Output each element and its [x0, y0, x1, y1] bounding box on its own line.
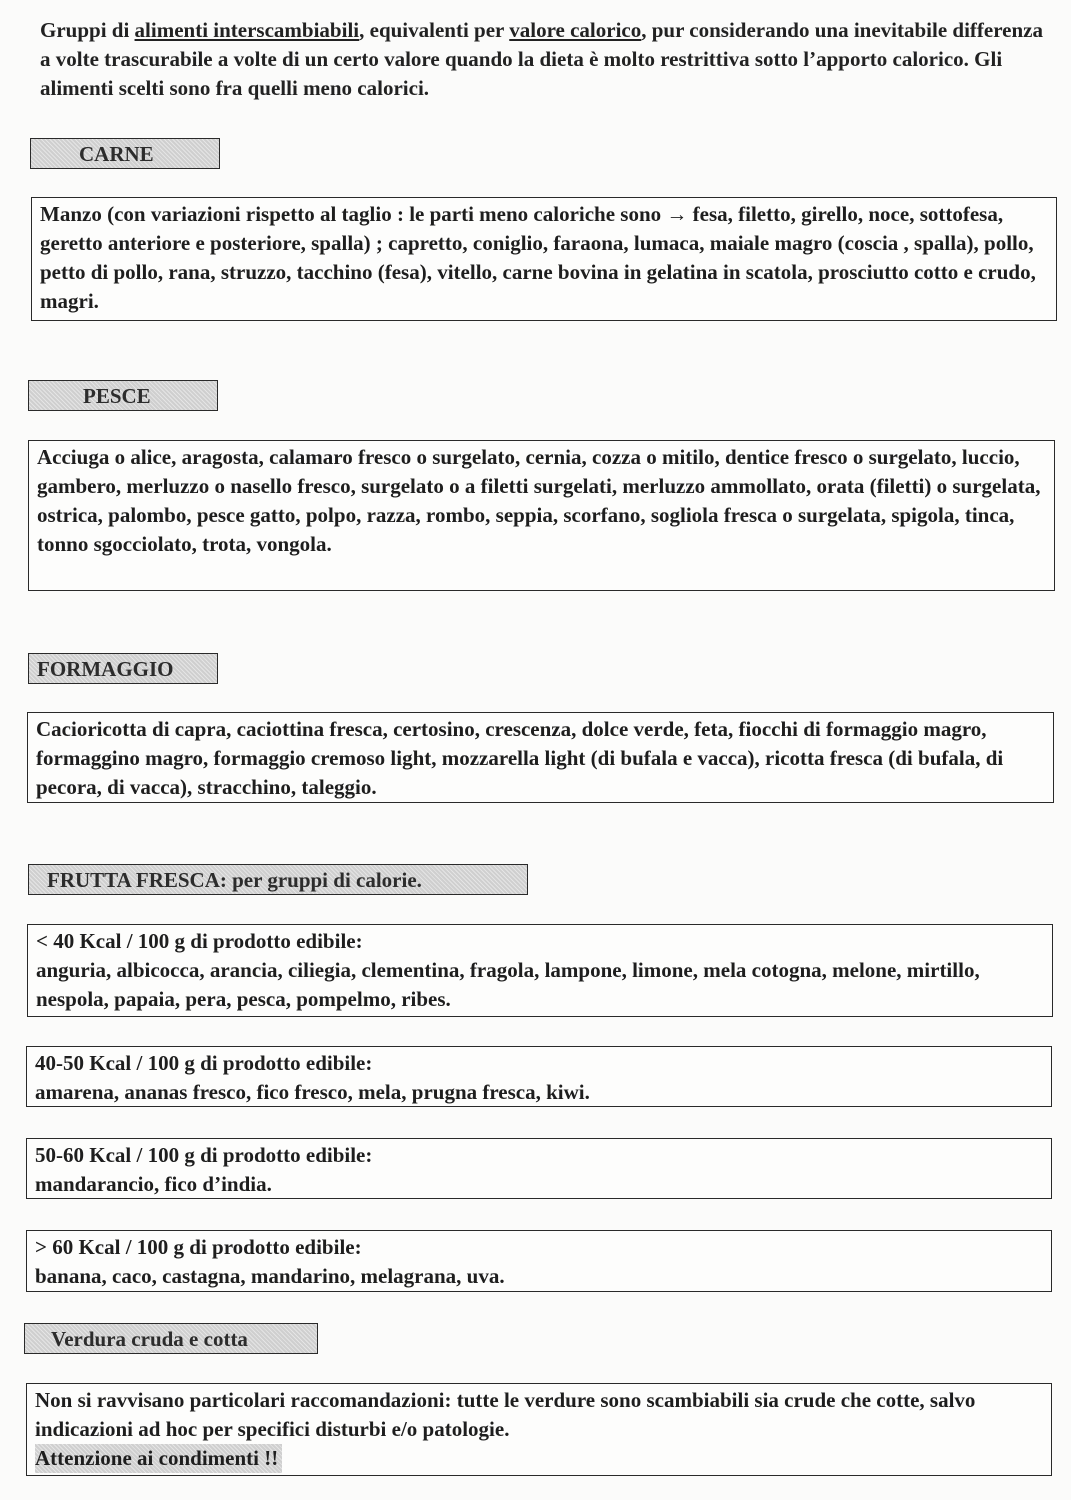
- section-label-frutta: FRUTTA FRESCA: per gruppi di calorie.: [28, 864, 528, 895]
- frutta-group-heading: < 40 Kcal / 100 g di prodotto edibile:: [36, 929, 363, 953]
- frutta-group-items: anguria, albicocca, arancia, ciliegia, clementina, fragola, lampone, limone, mela cotogna, melone, mirtillo, nespola, papaia, pera, pesca, pompelmo, ribes.: [36, 958, 980, 1011]
- frutta-group-items: amarena, ananas fresco, fico fresco, mela, prugna fresca, kiwi.: [35, 1080, 590, 1104]
- intro-underlined-food-groups: alimenti interscambiabili: [134, 18, 360, 42]
- section-box-verdura: [26, 1383, 1052, 1476]
- section-label-verdura: Verdura cruda e cotta: [24, 1323, 318, 1354]
- frutta-group-heading: 50-60 Kcal / 100 g di prodotto edibile:: [35, 1143, 373, 1167]
- section-label-carne: CARNE: [30, 138, 220, 169]
- section-box-carne: [31, 197, 1057, 321]
- section-box-formaggio: [27, 712, 1054, 803]
- pesce-text: Acciuga o alice, aragosta, calamaro fresco o surgelato, cernia, cozza o mitilo, dentice fresco o surgelato, luccio, gambero, merluzzo o nasello fresco, surgelato o a filetti surgelati, merluzzo ammollato, orata (filetti) o surgelata, ostrica, palombo, pesce gatto, polpo, razza, rombo, seppia, scorfano, sogliola fresca o surgelata, spigola, tinca, tonno sgocciolato, trota, vongola.: [37, 445, 1041, 556]
- intro-paragraph: [40, 16, 1050, 103]
- frutta-group-heading: > 60 Kcal / 100 g di prodotto edibile:: [35, 1235, 362, 1259]
- formaggio-text: Cacioricotta di capra, caciottina fresca, certosino, crescenza, dolce verde, feta, fiocchi di formaggio magro, formaggino magro, formaggio cremoso light, mozzarella light (di bufala e vacca), ricotta fresca (di bufala, di pecora, di vacca), stracchino, taleggio.: [36, 717, 1004, 799]
- intro-mid: , equivalenti per: [359, 18, 510, 42]
- frutta-group-50-60: [26, 1138, 1052, 1199]
- section-label-formaggio: FORMAGGIO: [28, 653, 218, 684]
- intro-underlined-calorie-value: valore calorico: [509, 18, 642, 42]
- frutta-group-under-40: [27, 924, 1053, 1017]
- section-box-pesce: [28, 440, 1055, 591]
- frutta-group-40-50: [26, 1046, 1052, 1107]
- frutta-group-heading: 40-50 Kcal / 100 g di prodotto edibile:: [35, 1051, 373, 1075]
- section-label-pesce: PESCE: [28, 380, 218, 411]
- carne-text: Manzo (con variazioni rispetto al taglio : le parti meno caloriche sono → fesa, filetto, girello, noce, sottofesa, geretto anteriore e posteriore, spalla) ; capretto, coniglio, faraona, lumaca, maiale magro (coscia , spalla), pollo, petto di pollo, rana, struzzo, tacchino (fesa), vitello, carne bovina in gelatina in scatola, prosciutto cotto e crudo, magri.: [40, 202, 1036, 313]
- frutta-group-items: mandarancio, fico d’india.: [35, 1172, 272, 1196]
- verdura-text: Non si ravvisano particolari raccomandazioni: tutte le verdure sono scambiabili sia crude che cotte, salvo indicazioni ad hoc per specifici disturbi e/o patologie.: [35, 1388, 976, 1441]
- verdura-warning: Attenzione ai condimenti !!: [35, 1444, 282, 1473]
- intro-lead: Gruppi di: [40, 18, 135, 42]
- frutta-group-over-60: [26, 1230, 1052, 1292]
- frutta-group-items: banana, caco, castagna, mandarino, melagrana, uva.: [35, 1264, 505, 1288]
- intro-rest: , pur considerando una inevitabile differenza a volte trascurabile a volte di un certo valore quando la dieta è molto restrittiva sotto l’apporto calorico. Gli alimenti scelti sono fra quelli meno calorici.: [40, 18, 1043, 100]
